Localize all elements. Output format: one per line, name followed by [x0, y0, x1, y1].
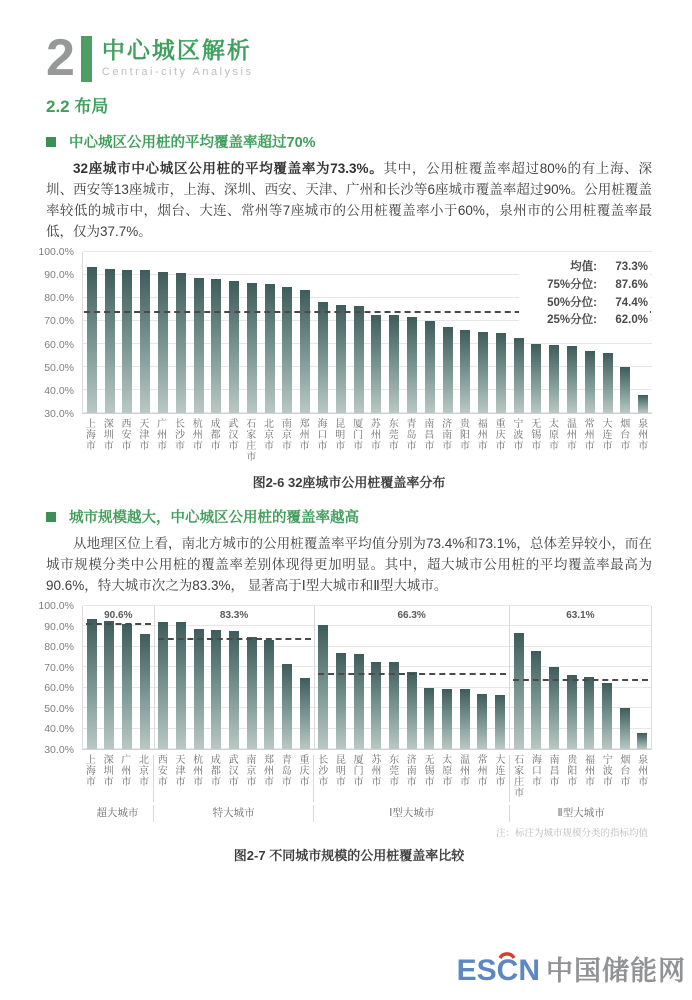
finding-heading-2-text: 城市规模越大，中心城区公用桩的覆盖率越高 — [69, 510, 359, 526]
x-axis-city-label: 武 汉 市 — [228, 755, 239, 788]
escn-logo-chinese: 中国储能网 — [546, 956, 686, 986]
bar — [158, 272, 168, 413]
x-axis-city-label: 东 莞 市 — [389, 755, 400, 788]
paragraph-1-rest: 其中，公用桩覆盖率超过80%的有上海、深圳、西安等13座城市，上海、深圳、西安、天津、广州和长沙等6座城市覆盖率超过90%。公用桩覆盖率较低的城市中，烟台、大连、常州等7座城市的公用桩覆盖率小于60%，泉州市的公用桩覆盖率最低，仅为37.7%。 — [46, 161, 652, 239]
x-axis-city-label: 厦 门 市 — [353, 755, 364, 788]
x-axis-city-label: 宁 波 市 — [602, 755, 613, 788]
x-axis-city-label: 苏 州 市 — [370, 419, 381, 452]
figure-2-7-plot-wrap — [82, 606, 652, 822]
paragraph-2: 从地理区位上看，南北方城市的公用桩覆盖率平均值分别为73.4%和73.1%，总体差异较小，而在城市规模分类中公用桩的覆盖率差别体现得更加明显。其中，超大城市公用桩的平均覆盖率最高为90.6%，特大城市次之为83.3%， 显著高于Ⅰ型大城市和Ⅱ型大城市。 — [46, 536, 652, 593]
bar — [585, 351, 595, 413]
x-label-group — [313, 755, 509, 802]
stat-label: 均值: — [570, 261, 597, 273]
x-axis-city-label: 宁 波 市 — [513, 419, 524, 452]
figure-2-6-stats-box — [519, 257, 650, 333]
bar-group — [314, 606, 509, 749]
figure-2-7-y-axis — [38, 600, 82, 756]
bar — [620, 708, 630, 749]
mean-dashed-line — [318, 673, 506, 675]
x-axis-city-label: 重 庆 市 — [299, 755, 310, 788]
escn-logo-red-accent-icon — [498, 950, 516, 959]
bar — [211, 279, 221, 413]
mean-dashed-line — [158, 638, 311, 640]
bar — [87, 267, 97, 413]
stat-label: 25%分位: — [547, 314, 597, 327]
x-axis-city-label: 海 口 市 — [531, 755, 542, 788]
stat-label: 50%分位: — [547, 296, 597, 309]
mean-dashed-line — [86, 623, 151, 625]
x-label-group — [82, 419, 652, 466]
figure-2-7-note: 注：标注为城市规模分类的指标均值 — [495, 828, 648, 839]
x-axis-city-label: 无 锡 市 — [424, 755, 435, 788]
x-axis-city-label: 太 原 市 — [442, 755, 453, 788]
bar — [176, 273, 186, 413]
stats-row — [529, 277, 648, 295]
y-axis-tick-label: 90.0% — [44, 269, 74, 282]
stat-value: 73.3% — [615, 261, 648, 273]
y-axis-tick-label: 90.0% — [44, 620, 74, 633]
bar — [460, 330, 470, 413]
bar — [194, 278, 204, 413]
bar — [300, 290, 310, 413]
escn-logo — [457, 949, 686, 988]
bar — [549, 345, 559, 413]
x-axis-city-label: 南 昌 市 — [424, 419, 435, 452]
escn-logo-letters: ESCN — [456, 954, 540, 987]
bar — [282, 664, 292, 749]
bar — [122, 270, 132, 413]
bar — [637, 733, 647, 749]
bar — [442, 689, 452, 749]
x-axis-city-label: 南 京 市 — [281, 419, 292, 452]
bar — [443, 327, 453, 413]
bar — [354, 654, 364, 749]
bar — [140, 270, 150, 413]
bar — [104, 621, 114, 749]
stats-row — [529, 259, 648, 277]
x-axis-city-label: 海 口 市 — [317, 419, 328, 452]
x-axis-city-label: 上 海 市 — [85, 419, 96, 452]
bar — [407, 672, 417, 749]
x-axis-city-label: 青 岛 市 — [281, 755, 292, 788]
x-axis-city-label: 烟 台 市 — [620, 755, 631, 788]
finding-heading-1 — [46, 131, 652, 152]
bar — [229, 631, 239, 749]
x-axis-city-label: 杭 州 市 — [192, 419, 203, 452]
chapter-title-block — [102, 34, 254, 78]
stats-row — [529, 312, 648, 330]
x-axis-city-label: 大 连 市 — [495, 755, 506, 788]
bar — [567, 346, 577, 413]
x-axis-city-label: 昆 明 市 — [335, 755, 346, 788]
stat-value: 62.0% — [615, 314, 648, 327]
x-axis-city-label: 广 州 市 — [157, 419, 168, 452]
bar — [638, 395, 648, 413]
bar — [531, 344, 541, 413]
y-axis-tick-label: 80.0% — [44, 641, 74, 654]
x-axis-city-label: 常 州 市 — [584, 419, 595, 452]
x-axis-city-label: 长 沙 市 — [318, 755, 329, 788]
finding-heading-2 — [46, 506, 652, 527]
x-axis-city-label: 大 连 市 — [602, 419, 613, 452]
x-axis-city-label: 北 京 市 — [264, 419, 275, 452]
stat-value: 74.4% — [615, 296, 648, 309]
x-axis-city-label: 昆 明 市 — [335, 419, 346, 452]
x-axis-city-label: 无 锡 市 — [531, 419, 542, 452]
bar — [247, 637, 257, 749]
figure-2-7-x-axis-labels — [82, 750, 652, 802]
figure-2-7-plot-area — [82, 606, 652, 750]
chapter-header — [46, 29, 652, 87]
stat-value: 87.6% — [615, 278, 648, 291]
section-title: 2.2 布局 — [46, 97, 109, 116]
x-axis-city-label: 石 家 庄 市 — [246, 419, 257, 463]
x-axis-city-label: 泉 州 市 — [638, 755, 649, 788]
x-axis-city-label: 温 州 市 — [459, 755, 470, 788]
x-axis-city-label: 太 原 市 — [549, 419, 560, 452]
figure-2-6-chart — [38, 246, 652, 466]
bar — [247, 283, 257, 413]
bar — [424, 688, 434, 749]
escn-logo-text — [457, 954, 540, 988]
bar — [264, 640, 274, 749]
paragraph-1 — [46, 158, 652, 242]
bullet-square-icon — [46, 512, 56, 522]
x-axis-city-label: 贵 阳 市 — [567, 755, 578, 788]
figure-2-7-group-titles — [82, 802, 652, 822]
y-axis-tick-label: 80.0% — [44, 292, 74, 305]
bar — [460, 689, 470, 749]
bar — [300, 678, 310, 749]
figure-2-7-caption: 图2-7 不同城市规模的公用桩覆盖率比较 — [233, 848, 465, 863]
x-label-group — [509, 755, 652, 802]
x-axis-city-label: 福 州 市 — [584, 755, 595, 788]
y-axis-tick-label: 100.0% — [38, 600, 74, 612]
bar — [478, 332, 488, 413]
bar — [336, 305, 346, 413]
x-axis-city-label: 济 南 市 — [406, 755, 417, 788]
x-axis-city-label: 泉 州 市 — [638, 419, 649, 452]
x-axis-city-label: 杭 州 市 — [193, 755, 204, 788]
figure-2-6-x-axis-labels — [82, 414, 652, 466]
y-axis-tick-label: 100.0% — [38, 246, 74, 258]
finding-heading-1-text: 中心城区公用桩的平均覆盖率超过70% — [69, 135, 316, 151]
bar — [229, 281, 239, 413]
bar — [514, 338, 524, 413]
bar — [584, 677, 594, 749]
x-axis-city-label: 贵 阳 市 — [459, 419, 470, 452]
bar — [531, 651, 541, 749]
x-axis-city-label: 苏 州 市 — [371, 755, 382, 788]
y-axis-tick-label: 40.0% — [44, 384, 74, 397]
bar — [265, 284, 275, 413]
bar — [407, 317, 417, 413]
y-axis-tick-label: 60.0% — [44, 682, 74, 695]
group-mean-label: 66.3% — [397, 610, 426, 621]
bar — [389, 315, 399, 413]
paragraph-1-lead: 32座城市中心城区公用桩的平均覆盖率为73.3%。 — [73, 161, 384, 176]
x-axis-city-label: 南 昌 市 — [549, 755, 560, 788]
y-axis-tick-label: 50.0% — [44, 361, 74, 374]
bar-group — [154, 606, 314, 749]
y-axis-tick-label: 70.0% — [44, 315, 74, 328]
bar — [603, 353, 613, 413]
x-axis-city-label: 北 京 市 — [139, 755, 150, 788]
figure-2-6-y-axis — [38, 246, 82, 420]
bar-group — [509, 606, 651, 749]
bar — [477, 694, 487, 749]
bar — [389, 662, 399, 749]
chapter-subtitle: Centrai-city Analysis — [101, 66, 254, 78]
bar — [105, 269, 115, 413]
bar — [318, 302, 328, 413]
stats-row — [529, 295, 648, 313]
x-axis-city-label: 福 州 市 — [477, 419, 488, 452]
bar — [336, 653, 346, 749]
bar — [140, 634, 150, 749]
x-axis-city-label: 东 莞 市 — [388, 419, 399, 452]
x-axis-city-label: 天 津 市 — [139, 419, 150, 452]
x-axis-city-label: 武 汉 市 — [228, 419, 239, 452]
chapter-number: 2 — [46, 29, 75, 87]
bar — [194, 629, 204, 749]
x-axis-city-label: 广 州 市 — [121, 755, 132, 788]
bar — [495, 695, 505, 749]
figure-2-7-chart — [38, 600, 652, 822]
x-axis-city-label: 南 京 市 — [246, 755, 257, 788]
bar — [620, 367, 630, 413]
x-axis-city-label: 成 都 市 — [210, 755, 221, 788]
group-title: Ⅰ型大城市 — [313, 805, 509, 822]
bar — [425, 321, 435, 413]
bar — [602, 683, 612, 749]
bar — [122, 624, 132, 749]
x-axis-city-label: 济 南 市 — [442, 419, 453, 452]
group-title: 特大城市 — [153, 805, 313, 822]
group-mean-label: 90.6% — [104, 610, 133, 621]
y-axis-tick-label: 60.0% — [44, 338, 74, 351]
bar — [176, 622, 186, 749]
y-axis-tick-label: 50.0% — [44, 702, 74, 715]
y-axis-tick-label: 30.0% — [44, 408, 74, 420]
x-axis-city-label: 温 州 市 — [566, 419, 577, 452]
bar — [211, 630, 221, 749]
bar — [496, 333, 506, 413]
x-axis-city-label: 郑 州 市 — [299, 419, 310, 452]
chapter-accent-bar — [81, 36, 92, 82]
bar — [567, 675, 577, 749]
x-axis-city-label: 长 沙 市 — [174, 419, 185, 452]
group-mean-label: 83.3% — [219, 610, 249, 621]
group-title: Ⅱ型大城市 — [509, 805, 652, 822]
x-axis-city-label: 石 家 庄 市 — [514, 755, 525, 799]
y-axis-tick-label: 70.0% — [44, 661, 74, 674]
x-axis-city-label: 厦 门 市 — [353, 419, 364, 452]
x-axis-city-label: 青 岛 市 — [406, 419, 417, 452]
bar — [158, 622, 168, 749]
bar — [87, 619, 97, 749]
bar — [514, 633, 524, 749]
bar-group — [83, 606, 154, 749]
y-axis-tick-label: 40.0% — [44, 723, 74, 736]
y-axis-tick-label: 30.0% — [44, 744, 74, 756]
x-axis-city-label: 西 安 市 — [157, 755, 168, 788]
x-axis-city-label: 西 安 市 — [121, 419, 132, 452]
x-axis-city-label: 深 圳 市 — [103, 755, 114, 788]
x-label-group — [153, 755, 313, 802]
chapter-title: 中心城区解析 — [101, 37, 252, 63]
x-label-group — [82, 755, 153, 802]
group-title: 超大城市 — [96, 807, 139, 819]
bar — [371, 315, 381, 413]
figure-2-6-caption: 图2-6 32座城市公用桩覆盖率分布 — [252, 475, 446, 490]
stat-label: 75%分位: — [547, 278, 597, 291]
bullet-square-icon — [46, 137, 56, 147]
x-axis-city-label: 郑 州 市 — [264, 755, 275, 788]
bar — [354, 306, 364, 413]
x-axis-city-label: 成 都 市 — [210, 419, 221, 452]
x-axis-city-label: 深 圳 市 — [103, 419, 114, 452]
x-axis-city-label: 天 津 市 — [175, 755, 186, 788]
bar — [282, 287, 292, 413]
mean-dashed-line — [513, 679, 648, 681]
group-mean-label: 63.1% — [566, 610, 595, 621]
x-axis-city-label: 常 州 市 — [477, 755, 488, 788]
x-axis-city-label: 上 海 市 — [85, 755, 96, 788]
x-axis-city-label: 烟 台 市 — [620, 419, 631, 452]
bar — [318, 625, 328, 749]
x-axis-city-label: 重 庆 市 — [495, 419, 506, 452]
